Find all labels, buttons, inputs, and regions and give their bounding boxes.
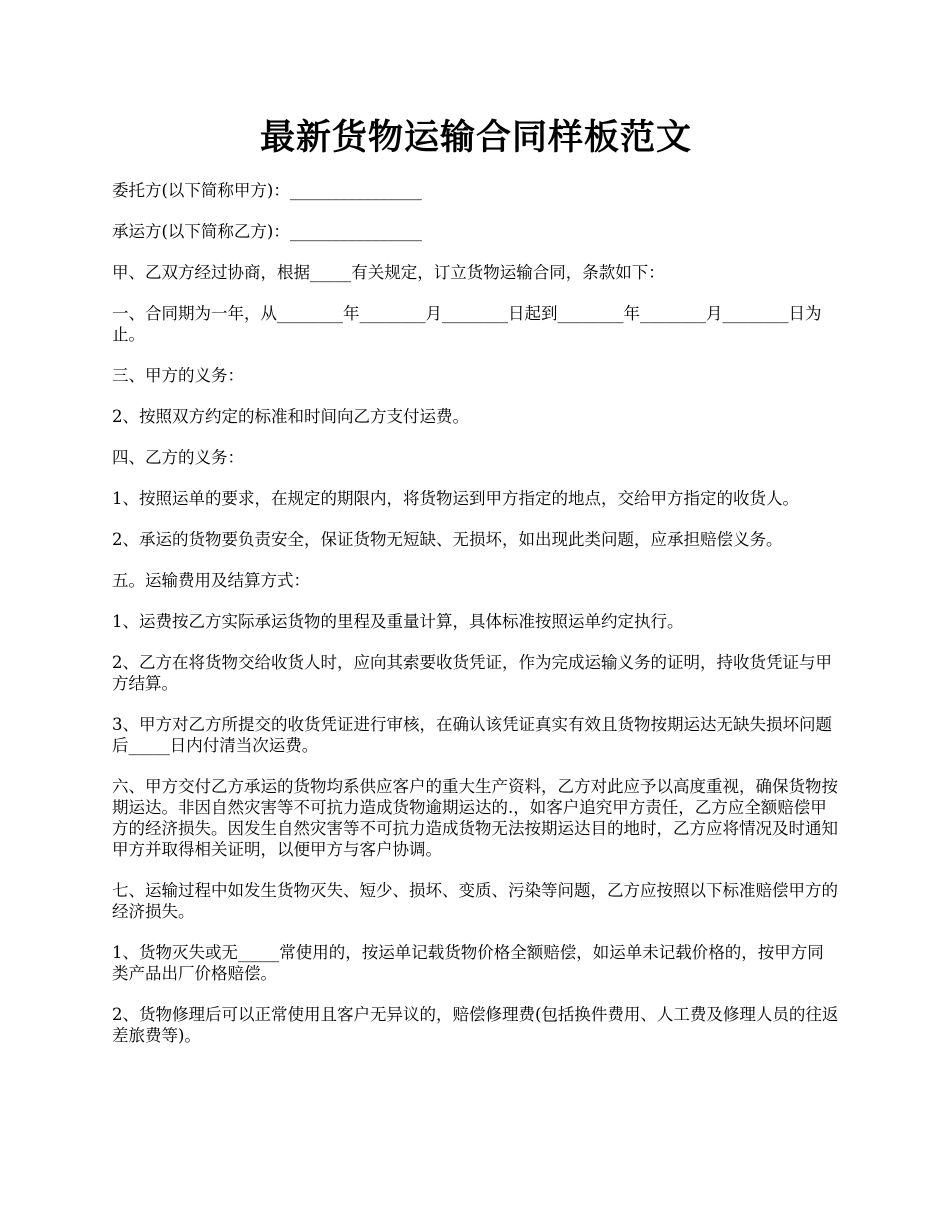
contract-term-paragraph: 一、合同期为一年，从________年________月________日起到________年________月________日为止。 <box>112 304 822 344</box>
clause-paragraph: 3、甲方对乙方所提交的收货凭证进行审核，在确认该凭证真实有效且货物按期运达无缺失损坏问题后_____日内付清当次运费。 <box>112 715 832 755</box>
clause-paragraph: 2、乙方在将货物交给收货人时，应向其索要收货凭证，作为完成运输义务的证明，持收货凭证与甲方结算。 <box>112 653 832 693</box>
section-paragraph-seven: 七、运输过程中如发生货物灭失、短少、损坏、变质、污染等问题，乙方应按照以下标准赔偿甲方的经济损失。 <box>112 881 838 921</box>
clause-paragraph: 2、货物修理后可以正常使用且客户无异议的，赔偿修理费(包括换件费用、人工费及修理人员的往返差旅费等)。 <box>112 1005 839 1045</box>
section-heading-party-b-obligations: 四、乙方的义务： <box>112 448 244 467</box>
preamble-paragraph: 甲、乙双方经过协商，根据_____有关规定，订立货物运输合同，条款如下： <box>112 263 665 282</box>
party-a-line: 委托方(以下简称甲方)：________________ <box>112 181 422 200</box>
clause-paragraph: 1、货物灭失或无_____常使用的，按运单记载货物价格全额赔偿，如运单未记载价格的，按甲方同类产品出厂价格赔偿。 <box>112 943 824 983</box>
document-title: 最新货物运输合同样板范文 <box>259 117 692 158</box>
section-heading-fees: 五。运输费用及结算方式： <box>112 571 310 590</box>
section-heading-party-a-obligations: 三、甲方的义务： <box>112 366 244 385</box>
clause-paragraph: 1、按照运单的要求，在规定的期限内，将货物运到甲方指定的地点，交给甲方指定的收货人。 <box>112 489 799 508</box>
clause-paragraph: 2、按照双方约定的标准和时间向乙方支付运费。 <box>112 407 469 426</box>
document-page <box>112 0 840 1066</box>
clause-paragraph: 1、运费按乙方实际承运货物的里程及重量计算，具体标准按照运单约定执行。 <box>112 612 684 631</box>
clause-paragraph: 2、承运的货物要负责安全，保证货物无短缺、无损坏，如出现此类问题，应承担赔偿义务。 <box>112 530 783 549</box>
document-body <box>112 180 840 1046</box>
section-paragraph-six: 六、甲方交付乙方承运的货物均系供应客户的重大生产资料，乙方对此应予以高度重视，确保货物按期运达。非因自然灾害等不可抗力造成货物逾期运达的.，如客户追究甲方责任，乙方应全额赔偿甲方的经济损失。因发生自然灾害等不可抗力造成货物无法按期运达目的地时，乙方应将情况及时通知甲方并取得相关证明，以便甲方与客户协调。 <box>112 777 838 859</box>
party-b-line: 承运方(以下简称乙方)：________________ <box>112 222 422 241</box>
